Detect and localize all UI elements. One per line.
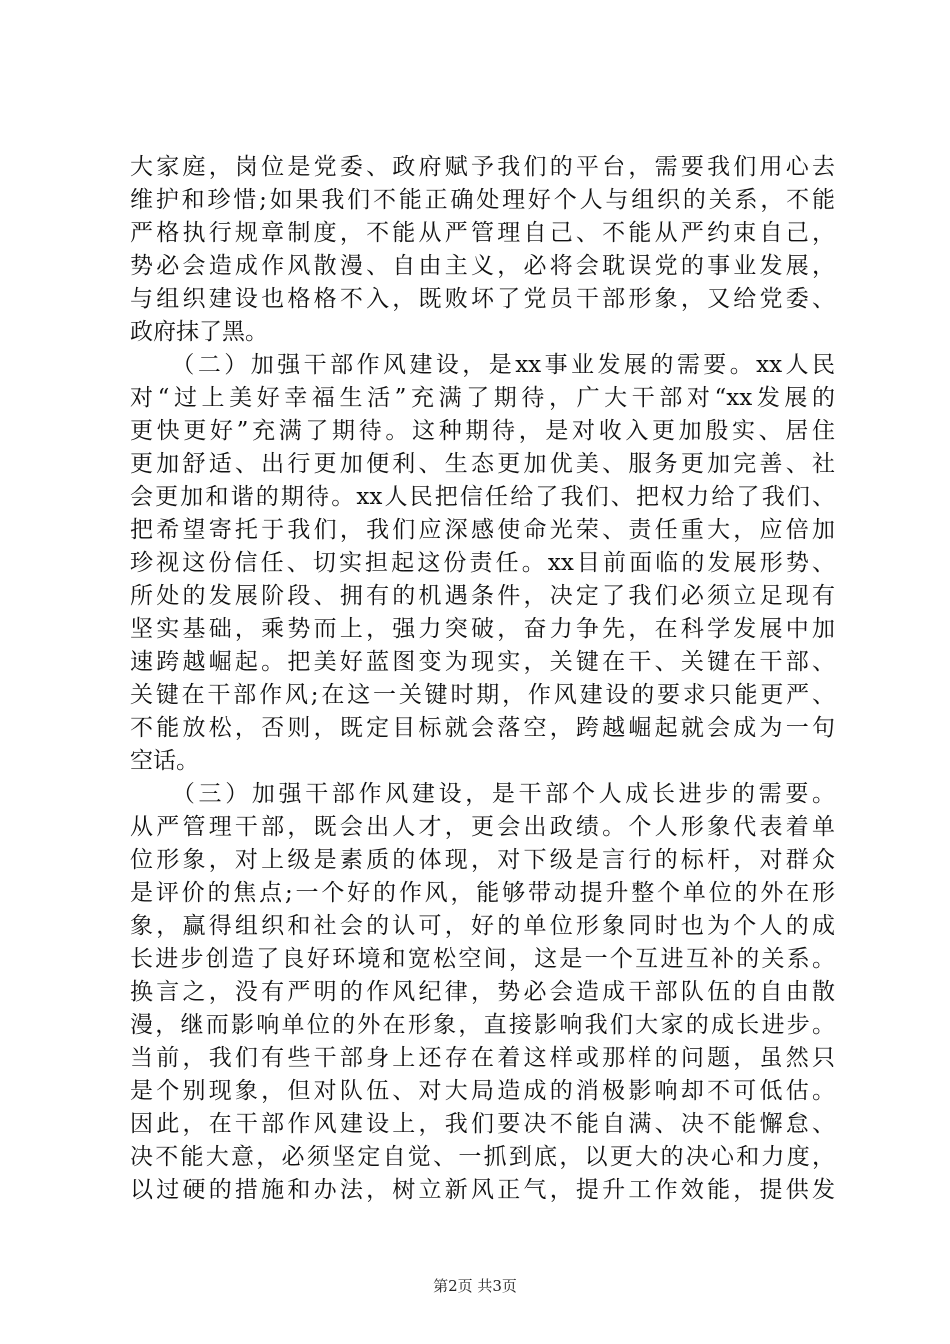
- text-line: 大家庭，岗位是党委、政府赋予我们的平台，需要我们用心去: [130, 154, 835, 180]
- text-line: 珍视这份信任、切实担起这份责任。xx目前面临的发展形势、: [130, 550, 835, 576]
- text-line: 决不能大意，必须坚定自觉、一抓到底，以更大的决心和力度，: [130, 1144, 835, 1170]
- document-body: [130, 151, 835, 1207]
- text-line: 严格执行规章制度，不能从严管理自己、不能从严约束自己，: [130, 220, 835, 246]
- text-line: 位形象，对上级是素质的体现，对下级是言行的标杆，对群众: [130, 847, 835, 873]
- text-line: 政府抹了黑。: [130, 319, 268, 345]
- text-line: 长进步创造了良好环境和宽松空间，这是一个互进互补的关系。: [130, 946, 835, 972]
- text-line: 漫，继而影响单位的外在形象，直接影响我们大家的成长进步。: [130, 1012, 835, 1038]
- text-line: 对“过上美好幸福生活”充满了期待，广大干部对“xx发展的: [130, 385, 835, 411]
- text-line: 空话。: [130, 748, 199, 774]
- text-line: 把希望寄托于我们，我们应深感使命光荣、责任重大，应倍加: [130, 517, 835, 543]
- text-line: 更加舒适、出行更加便利、生态更加优美、服务更加完善、社: [130, 451, 835, 477]
- text-line: 坚实基础，乘势而上，强力突破，奋力争先，在科学发展中加: [130, 616, 835, 642]
- text-line: 象，赢得组织和社会的认可，好的单位形象同时也为个人的成: [130, 913, 835, 939]
- text-line: 当前，我们有些干部身上还存在着这样或那样的问题，虽然只: [130, 1045, 835, 1071]
- text-line: 与组织建设也格格不入，既败坏了党员干部形象，又给党委、: [130, 286, 835, 312]
- text-line: 是评价的焦点;一个好的作风，能够带动提升整个单位的外在形: [130, 880, 835, 906]
- text-line: 以过硬的措施和办法，树立新风正气，提升工作效能，提供发: [130, 1177, 835, 1203]
- text-line: 会更加和谐的期待。xx人民把信任给了我们、把权力给了我们、: [130, 484, 835, 510]
- text-line: 更快更好”充满了期待。这种期待，是对收入更加殷实、居住: [130, 418, 835, 444]
- text-line: 维护和珍惜;如果我们不能正确处理好个人与组织的关系，不能: [130, 187, 835, 213]
- text-line: 换言之，没有严明的作风纪律，势必会造成干部队伍的自由散: [130, 979, 835, 1005]
- text-line: 因此，在干部作风建设上，我们要决不能自满、决不能懈怠、: [130, 1111, 835, 1137]
- text-line: 所处的发展阶段、拥有的机遇条件，决定了我们必须立足现有: [130, 583, 835, 609]
- text-line: 是个别现象，但对队伍、对大局造成的消极影响却不可低估。: [130, 1078, 835, 1104]
- text-line: 从严管理干部，既会出人才，更会出政绩。个人形象代表着单: [130, 814, 835, 840]
- text-line: （三）加强干部作风建设，是干部个人成长进步的需要。: [130, 781, 835, 807]
- text-line: 势必会造成作风散漫、自由主义，必将会耽误党的事业发展，: [130, 253, 835, 279]
- page-footer: 第2页 共3页: [433, 1277, 517, 1295]
- text-line: （二）加强干部作风建设，是xx事业发展的需要。xx人民: [130, 352, 835, 378]
- text-line: 关键在干部作风;在这一关键时期，作风建设的要求只能更严、: [130, 682, 835, 708]
- text-line: 速跨越崛起。把美好蓝图变为现实，关键在干、关键在干部、: [130, 649, 835, 675]
- text-line: 不能放松，否则，既定目标就会落空，跨越崛起就会成为一句: [130, 715, 835, 741]
